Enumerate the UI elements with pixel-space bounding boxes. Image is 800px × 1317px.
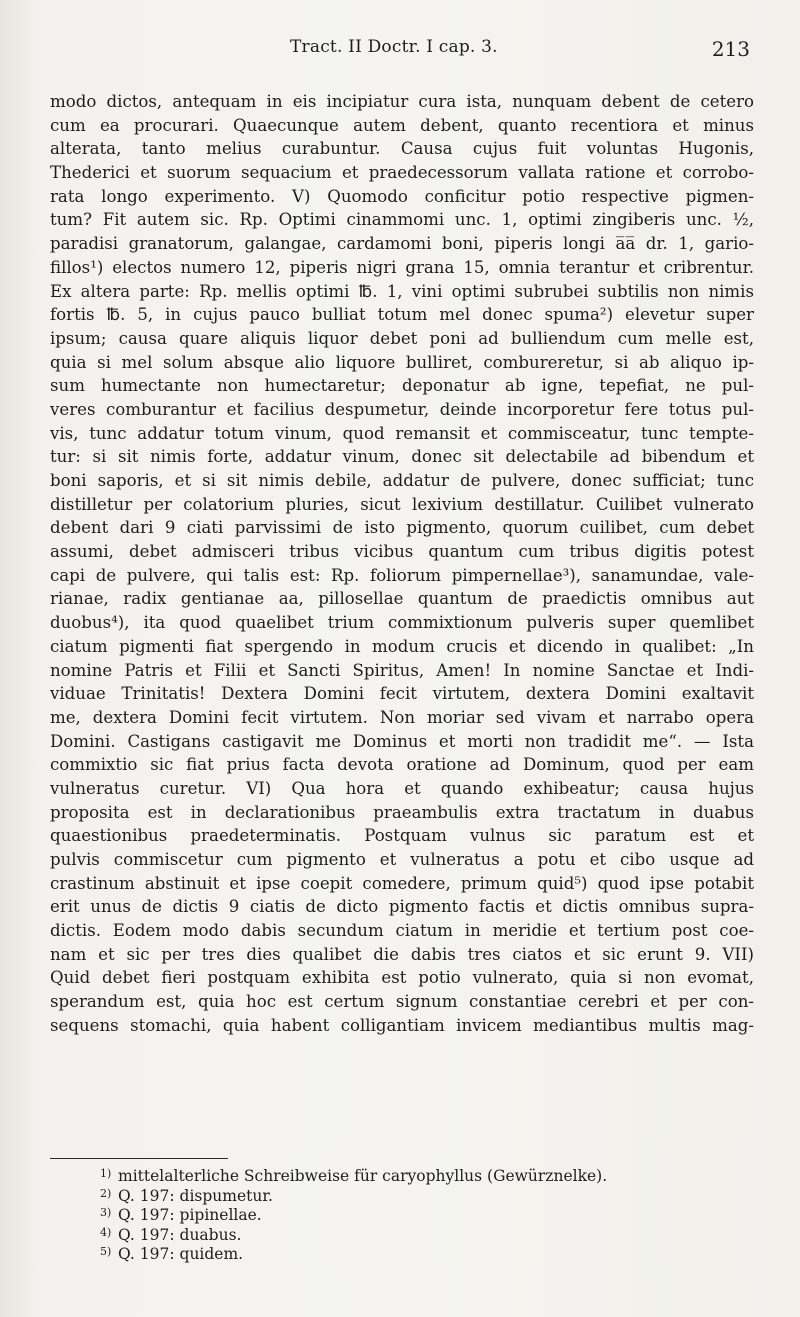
footnote-mark: 3) — [100, 1206, 112, 1219]
text-line: vis, tunc addatur totum vinum, quod remansit et commisceatur, tunc tempte- — [50, 423, 754, 443]
text-line: me, dextera Domini fecit virtutem. Non moriar sed vivam et narrabo opera — [50, 707, 754, 727]
footnote-text: Q. 197: quidem. — [118, 1245, 244, 1263]
text-line: rianae, radix gentianae aa, pillosellae quantum de praedictis omnibus aut — [50, 589, 754, 609]
footnote-mark: 2) — [100, 1186, 112, 1200]
text-line: boni saporis, et si sit nimis debile, addatur de pulvere, donec sufficiat; tunc — [50, 471, 754, 490]
text-line: alterata, tanto melius curabuntur. Causa cujus fuit voluntas Hugonis, — [50, 139, 754, 159]
text-line: sequens stomachi, quia habent colligantiam invicem mediantibus multis mag- — [50, 1015, 754, 1035]
text-line: ipsum; causa quare aliquis liquor debet poni ad bulliendum cum melle est, — [50, 328, 754, 348]
text-line: rata longo experimento. V) Quomodo conficitur potio respective pigmen- — [50, 186, 754, 206]
footnote — [100, 1203, 740, 1223]
text-line: paradisi granatorum, galangae, cardamomi boni, piperis longi a̅a̅ dr. 1, gario- — [50, 234, 754, 254]
text-line: Quid debet fieri postquam exhibita est potio vulnerato, quia si non evomat, — [50, 968, 754, 988]
main-text — [50, 90, 754, 1038]
text-line: pulvis commiscetur cum pigmento et vulneratus a potu et cibo usque ad — [50, 850, 754, 869]
footnote — [100, 1242, 740, 1262]
footnote-mark: 1) — [100, 1167, 112, 1180]
footnote — [100, 1164, 740, 1184]
footnote-text: Q. 197: pipinellae. — [118, 1206, 262, 1224]
footnote-mark: 4) — [100, 1225, 112, 1239]
running-head: Tract. II Doctr. I cap. 3. — [290, 37, 498, 57]
footnote-rule — [50, 1158, 228, 1159]
text-line: nam et sic per tres dies qualibet die dabis tres ciatos et sic erunt 9. VII) — [50, 944, 754, 964]
text-line: cum ea procurari. Quaecunque autem debent, quanto recentiora et minus — [50, 115, 754, 135]
text-line: ciatum pigmenti fiat spergendo in modum crucis et dicendo in qualibet: „In — [50, 636, 754, 656]
text-line: tur: si sit nimis forte, addatur vinum, donec sit delectabile ad bibendum et — [50, 447, 754, 467]
page-header — [0, 37, 800, 67]
page-number: 213 — [711, 37, 750, 61]
text-line: fillos¹) electos numero 12, piperis nigri grana 15, omnia terantur et cribrentur. — [50, 257, 754, 277]
text-line: erit unus de dictis 9 ciatis de dicto pigmento factis et dictis omnibus supra- — [50, 897, 754, 917]
text-line: sperandum est, quia hoc est certum signum constantiae cerebri et per con- — [50, 992, 754, 1012]
text-line: assumi, debet admisceri tribus vicibus quantum cum tribus digitis potest — [50, 542, 754, 562]
text-line: viduae Trinitatis! Dextera Domini fecit virtutem, dextera Domini exaltavit — [50, 684, 754, 704]
text-line: nomine Patris et Filii et Sancti Spiritus, Amen! In nomine Sanctae et Indi- — [50, 660, 754, 680]
text-line: sum humectante non humectaretur; deponatur ab igne, tepefiat, ne pul- — [50, 376, 754, 396]
footnote — [100, 1184, 740, 1204]
footnote-text: Q. 197: duabus. — [118, 1225, 242, 1244]
text-line: duobus⁴), ita quod quaelibet trium commixtionum pulveris super quemlibet — [50, 613, 754, 633]
text-line: debent dari 9 ciati parvissimi de isto pigmento, quorum cuilibet, cum debet — [50, 518, 754, 538]
text-line: quaestionibus praedeterminatis. Postquam vulnus sic paratum est et — [50, 826, 754, 846]
footnote-text: mittelalterliche Schreibweise für caryophyllus (Gewürznelke). — [118, 1167, 608, 1185]
footnote-text: Q. 197: dispumetur. — [118, 1186, 273, 1205]
text-line: modo dictos, antequam in eis incipiatur cura ista, nunquam debent de cetero — [50, 92, 754, 111]
footnotes — [100, 1164, 740, 1262]
text-line: Domini. Castigans castigavit me Dominus et morti non tradidit me“. — Ista — [50, 731, 754, 751]
text-line: distilletur per colatorium pluries, sicut lexivium destillatur. Cuilibet vulnerato — [50, 494, 754, 514]
text-line: dictis. Eodem modo dabis secundum ciatum in meridie et tertium post coe- — [50, 921, 754, 941]
text-line: fortis ℔. 5, in cujus pauco bulliat totum mel donec spuma²) elevetur super — [50, 305, 754, 325]
footnote-mark: 5) — [100, 1245, 112, 1258]
text-line: crastinum abstinuit et ipse coepit comedere, primum quid⁵) quod ipse potabit — [50, 873, 754, 893]
text-line: Thederici et suorum sequacium et praedecessorum vallata ratione et corrobo- — [50, 163, 754, 183]
text-line: proposita est in declarationibus praeambulis extra tractatum in duabus — [50, 802, 754, 822]
text-line: veres comburantur et facilius despumetur, deinde incorporetur fere totus pul- — [50, 399, 754, 419]
text-line: tum? Fit autem sic. Rp. Optimi cinammomi unc. 1, optimi zingiberis unc. ½, — [50, 210, 754, 230]
text-line: commixtio sic fiat prius facta devota oratione ad Dominum, quod per eam — [50, 755, 754, 775]
text-line: vulneratus curetur. VI) Qua hora et quando exhibeatur; causa hujus — [50, 778, 754, 798]
footnote — [100, 1223, 740, 1243]
text-line: capi de pulvere, qui talis est: Rp. foliorum pimpernellae³), sanamundae, vale- — [50, 565, 754, 585]
text-line: quia si mel solum absque alio liquore bulliret, combureretur, si ab aliquo ip- — [50, 352, 754, 372]
text-line: Ex altera parte: Rp. mellis optimi ℔. 1, vini optimi subrubei subtilis non nimis — [50, 281, 754, 301]
